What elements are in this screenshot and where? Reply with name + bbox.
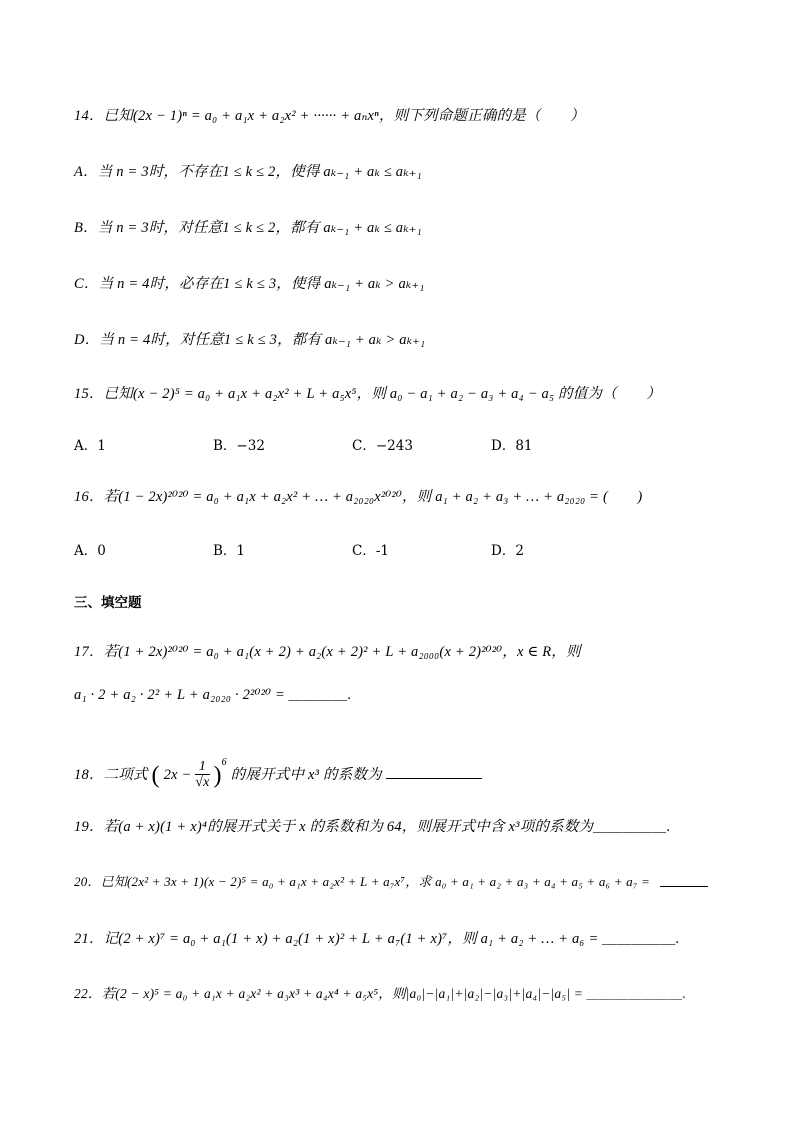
question-17-line-1: 17．若(1 + 2x)²⁰²⁰ = a₀ + a₁(x + 2) + a₂(x + 2)² + L + a₂₀₀₀(x + 2)²⁰²⁰，x ∈ R，则 xyxy=(74,644,581,660)
question-20 xyxy=(74,872,714,892)
question-22: 22．若(2 − x)⁵ = a₀ + a₁x + a₂x² + a₃x³ + a₄x⁴ + a₅x⁵，则|a₀|−|a₁|+|a₂|−|a₃|+|a₄|−|a₅| = ＿＿＿＿＿＿＿. xyxy=(74,986,687,1001)
question-16-option-b: B．1 xyxy=(213,543,246,559)
question-16-options xyxy=(74,541,714,561)
question-19: 19．若(a + x)(1 + x)⁴的展开式关于 x 的系数和为 64，则展开式中含 x³项的系数为＿＿＿＿＿. xyxy=(74,819,671,835)
right-paren: ) xyxy=(213,762,222,789)
question-17-line-2: a₁ · 2 + a₂ · 2² + L + a₂₀₂₀ · 2²⁰²⁰ = ＿＿＿＿. xyxy=(74,687,352,703)
question-20-text: 20．已知(2x² + 3x + 1)(x − 2)⁵ = a₀ + a₁x + a₂x² + L + a₇x⁷，求 a₀ + a₁ + a₂ + a₃ + a₄ + a₅ + a₆ + a₇ = xyxy=(74,874,650,889)
question-15-option-d: D．81 xyxy=(491,438,533,454)
question-15-option-c: C．−243 xyxy=(352,438,413,454)
answer-blank[interactable] xyxy=(386,764,482,779)
fraction xyxy=(195,760,209,791)
question-14-option-d: D．当 n = 4时，对任意1 ≤ k ≤ 3，都有 aₖ₋₁ + aₖ > aₖ₊₁ xyxy=(74,332,426,348)
question-15-options xyxy=(74,436,714,456)
question-18-expression: 2x − xyxy=(163,767,192,783)
answer-blank[interactable] xyxy=(660,872,708,887)
section-heading: 三、填空题 xyxy=(74,595,142,611)
question-14-option-b: B．当 n = 3时，对任意1 ≤ k ≤ 2，都有 aₖ₋₁ + aₖ ≤ aₖ₊₁ xyxy=(74,220,422,236)
left-paren: ( xyxy=(151,762,160,789)
fraction-numerator: 1 xyxy=(198,759,207,775)
question-14-stem: 14．已知(2x − 1)ⁿ = a₀ + a₁x + a₂x² + ······ + aₙxⁿ，则下列命题正确的是（ ） xyxy=(74,108,585,124)
question-16-option-a: A．0 xyxy=(74,543,106,559)
question-14-option-c: C．当 n = 4时，必存在1 ≤ k ≤ 3，使得 aₖ₋₁ + aₖ > aₖ₊₁ xyxy=(74,276,425,292)
exponent: 6 xyxy=(221,757,227,768)
question-21: 21．记(2 + x)⁷ = a₀ + a₁(1 + x) + a₂(1 + x)² + L + a₇(1 + x)⁷，则 a₁ + a₂ + … + a₆ = ＿＿＿＿＿. xyxy=(74,931,680,947)
question-18-suffix: 的展开式中 x³ 的系数为 xyxy=(230,767,382,783)
question-16-stem: 16．若(1 − 2x)²⁰²⁰ = a₀ + a₁x + a₂x² + … + a₂₀₂₀x²⁰²⁰，则 a₁ + a₂ + a₃ + … + a₂₀₂₀ = ( ) xyxy=(74,489,643,505)
question-15-option-a: A．1 xyxy=(74,438,106,454)
question-16-option-d: D．2 xyxy=(491,543,524,559)
question-15-stem: 15．已知(x − 2)⁵ = a₀ + a₁x + a₂x² + L + a₅x⁵，则 a₀ − a₁ + a₂ − a₃ + a₄ − a₅ 的值为（ ） xyxy=(74,386,661,402)
question-18-prefix: 18．二项式 xyxy=(74,767,148,783)
question-14-option-a: A．当 n = 3时，不存在1 ≤ k ≤ 2，使得 aₖ₋₁ + aₖ ≤ aₖ₊₁ xyxy=(74,164,422,180)
question-15-option-b: B．−32 xyxy=(213,438,265,454)
question-16-option-c: C．-1 xyxy=(352,543,389,559)
fraction-denominator: √x xyxy=(195,775,210,791)
question-18 xyxy=(74,748,714,791)
